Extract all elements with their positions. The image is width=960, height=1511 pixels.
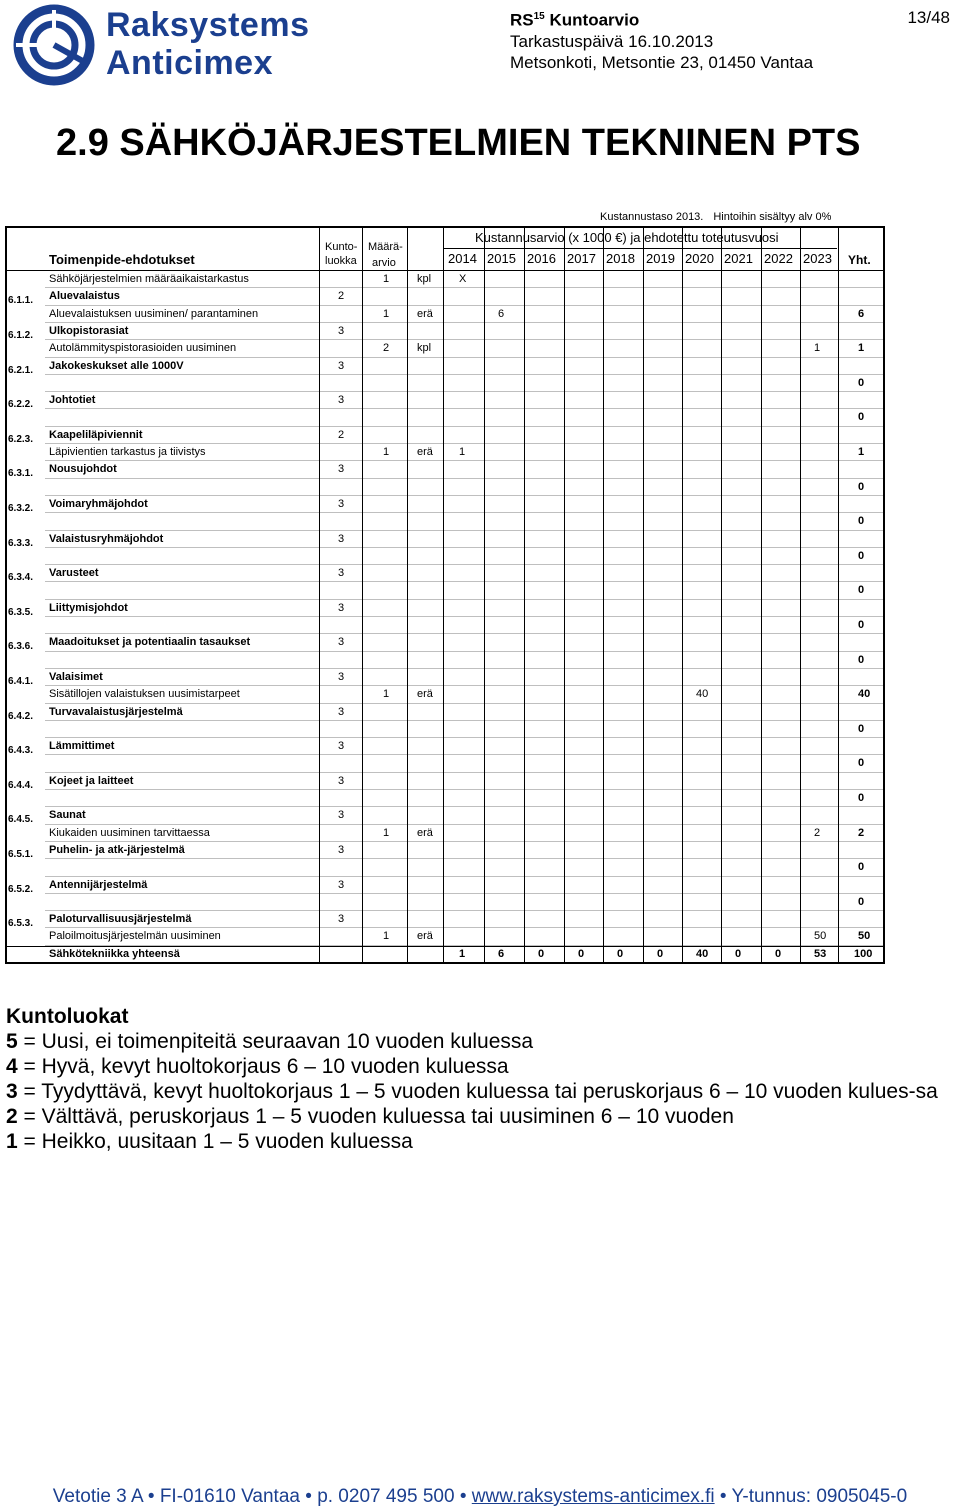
- row-divider: [45, 305, 883, 306]
- row-divider: [45, 789, 883, 790]
- quantity-value: 1: [383, 826, 390, 839]
- quantity-value: 1: [383, 273, 390, 285]
- row-total: 0: [858, 895, 865, 908]
- footer-bullet: •: [719, 1486, 727, 1507]
- year-cost: 2: [814, 826, 821, 839]
- col-condition-header: Kunto-: [325, 241, 358, 253]
- report-name: Kuntoarvio: [549, 10, 640, 30]
- quantity-unit: erä: [417, 688, 433, 701]
- quantity-value: 1: [383, 446, 390, 458]
- row-divider: [45, 391, 883, 392]
- legend-item: [6, 1079, 956, 1104]
- quantity-value: 1: [383, 307, 390, 320]
- quantity-value: 1: [383, 688, 390, 701]
- year-header: 2022: [764, 251, 793, 266]
- totals-year: 0: [578, 947, 585, 960]
- footer-address: Vetotie 3 A: [52, 1486, 143, 1507]
- col-total-header: Yht.: [848, 253, 871, 267]
- row-divider: [45, 443, 883, 444]
- section-code: 6.4.5.: [8, 814, 34, 826]
- condition-class: 3: [338, 601, 345, 614]
- row-divider: [45, 858, 883, 859]
- col-condition-header: luokka: [325, 255, 357, 267]
- legend-num: 5: [6, 1030, 18, 1053]
- row-divider: [45, 737, 883, 738]
- quantity-value: 1: [383, 930, 390, 943]
- property-address: Metsonkoti, Metsontie 23, 01450 Vantaa: [510, 52, 814, 72]
- row-divider: [45, 374, 883, 375]
- page-number: 13/48: [907, 8, 950, 27]
- legend-num: 2: [6, 1105, 18, 1128]
- col-quantity-header: Määrä-: [368, 241, 403, 253]
- row-divider: [45, 668, 883, 669]
- row-divider: [45, 287, 883, 288]
- row-divider: [45, 910, 883, 911]
- row-divider: [45, 495, 883, 496]
- section-code: 6.4.4.: [8, 779, 34, 791]
- action-text: Paloilmoitusjärjestelmän uusiminen: [49, 930, 221, 943]
- row-total: 0: [858, 411, 865, 424]
- condition-class: 3: [338, 324, 345, 337]
- condition-legend: [6, 1004, 956, 1154]
- section-title: Kojeet ja laitteet: [49, 774, 134, 787]
- section-code: 6.3.2.: [8, 502, 34, 514]
- row-divider: [45, 720, 883, 721]
- quantity-unit: erä: [417, 446, 433, 458]
- row-divider: [45, 616, 883, 617]
- footer-website-link[interactable]: www.raksystems-anticimex.fi: [471, 1486, 715, 1507]
- column-divider: [319, 228, 320, 962]
- section-code: 6.2.2.: [8, 399, 34, 411]
- totals-sum: 100: [854, 947, 873, 960]
- section-title: Nousujohdot: [49, 463, 117, 476]
- footer-ytunnus: Y-tunnus: 0905045-0: [731, 1486, 908, 1507]
- footer-bullet: •: [147, 1486, 155, 1507]
- condition-class: 3: [338, 532, 345, 545]
- cost-note: [600, 211, 841, 223]
- action-text: Sähköjärjestelmien määräaikaistarkastus: [49, 273, 249, 285]
- column-divider: [643, 228, 644, 962]
- condition-class: 3: [338, 809, 345, 822]
- column-divider: [603, 228, 604, 962]
- section-code: 6.1.1.: [8, 295, 34, 307]
- section-code: 6.2.3.: [8, 433, 34, 445]
- section-title: Lämmittimet: [49, 740, 115, 753]
- company-logo: [8, 4, 308, 86]
- row-divider: [45, 685, 883, 686]
- row-divider: [45, 547, 883, 548]
- report-header: [510, 6, 813, 73]
- legend-text: = Uusi, ei toimenpiteitä seuraavan 10 vuoden kuluessa: [17, 1030, 534, 1053]
- page-title: 2.9 SÄHKÖJÄRJESTELMIEN TEKNINEN PTS: [56, 122, 861, 164]
- condition-class: 3: [338, 497, 345, 510]
- section-code: 6.2.1.: [8, 364, 34, 376]
- row-divider: [45, 599, 883, 600]
- section-title: Paloturvallisuusjärjestelmä: [49, 913, 192, 926]
- row-total: 0: [858, 722, 865, 735]
- row-total: 0: [858, 515, 865, 528]
- condition-class: 3: [338, 774, 345, 787]
- logo-emblem-icon: [8, 4, 102, 86]
- section-title: Kaapeliläpiviennit: [49, 428, 143, 441]
- year-cost: 40: [696, 688, 709, 701]
- condition-class: 3: [338, 913, 345, 926]
- section-title: Antennijärjestelmä: [49, 878, 148, 891]
- section-title: Valaisimet: [49, 670, 103, 683]
- footer-bullet: •: [459, 1486, 467, 1507]
- section-title: Liittymisjohdot: [49, 601, 128, 614]
- row-divider: [45, 754, 883, 755]
- year-cost: 50: [814, 930, 827, 943]
- row-divider: [45, 703, 883, 704]
- section-title: Puhelin- ja atk-järjestelmä: [49, 843, 185, 856]
- quantity-unit: erä: [417, 930, 433, 943]
- action-text: Autolämmityspistorasioiden uusiminen: [49, 342, 237, 355]
- footer-bullet: •: [305, 1486, 312, 1507]
- legend-item: [6, 1129, 956, 1154]
- legend-text: = Tyydyttävä, kevyt huoltokorjaus 1 – 5 vuoden kuluessa tai peruskorjaus 6 – 10 vuoden kulues-sa: [17, 1080, 938, 1103]
- condition-class: 3: [338, 359, 345, 372]
- year-header: 2016: [527, 251, 556, 266]
- section-title: Voimaryhmäjohdot: [49, 497, 148, 510]
- year-cost: X: [459, 273, 467, 285]
- brand-line-1: Raksystems: [106, 6, 310, 44]
- action-text: Aluevalaistuksen uusiminen/ parantaminen: [49, 307, 259, 320]
- row-divider: [45, 357, 883, 358]
- row-divider: [45, 581, 883, 582]
- row-total: 0: [858, 653, 865, 666]
- row-total: 0: [858, 757, 865, 770]
- legend-num: 3: [6, 1080, 18, 1103]
- year-cost: 1: [459, 446, 466, 458]
- column-divider: [362, 228, 363, 962]
- row-divider: [45, 530, 883, 531]
- row-total: 1: [858, 342, 865, 355]
- section-title: Ulkopistorasiat: [49, 324, 129, 337]
- col-quantity-header: arvio: [372, 257, 396, 269]
- section-code: 6.3.6.: [8, 641, 34, 653]
- section-code: 6.3.3.: [8, 537, 34, 549]
- row-total: 0: [858, 584, 865, 597]
- row-total: 6: [858, 307, 865, 320]
- legend-item: [6, 1029, 956, 1054]
- row-divider: [45, 339, 883, 340]
- legend-text: = Välttävä, peruskorjaus 1 – 5 vuoden kuluessa tai uusiminen 6 – 10 vuoden: [17, 1105, 734, 1128]
- totals-year: 0: [657, 947, 664, 960]
- totals-year: 53: [814, 947, 827, 960]
- pts-table: [5, 226, 885, 964]
- row-divider: [45, 322, 883, 323]
- section-code: 6.4.3.: [8, 745, 34, 757]
- legend-item: [6, 1104, 956, 1129]
- col-actions-header: Toimenpide-ehdotukset: [49, 252, 195, 267]
- legend-text: = Heikko, uusitaan 1 – 5 vuoden kuluessa: [17, 1130, 413, 1153]
- section-title: Maadoitukset ja potentiaalin tasaukset: [49, 636, 251, 649]
- report-title: [510, 6, 813, 31]
- section-title: Varusteet: [49, 567, 99, 580]
- header-divider: [443, 248, 837, 249]
- column-divider: [800, 228, 801, 962]
- condition-class: 3: [338, 567, 345, 580]
- totals-year: 0: [617, 947, 624, 960]
- section-title: Jakokeskukset alle 1000V: [49, 359, 184, 372]
- column-divider: [443, 228, 444, 962]
- quantity-unit: erä: [417, 307, 433, 320]
- section-code: 6.3.5.: [8, 606, 34, 618]
- row-divider: [45, 478, 883, 479]
- section-title: Saunat: [49, 809, 86, 822]
- page-footer: [0, 1486, 960, 1508]
- row-divider: [45, 806, 883, 807]
- totals-year: 0: [735, 947, 742, 960]
- row-total: 0: [858, 619, 865, 631]
- row-divider: [45, 408, 883, 409]
- column-divider: [484, 228, 485, 962]
- year-header: 2018: [606, 251, 635, 266]
- totals-year: 1: [459, 947, 466, 960]
- vat-note: Hintoihin sisältyy alv 0%: [713, 211, 832, 223]
- condition-class: 3: [338, 636, 345, 649]
- year-header: 2021: [724, 251, 753, 266]
- year-header: 2019: [646, 251, 675, 266]
- condition-class: 3: [338, 740, 345, 753]
- row-divider: [45, 927, 883, 928]
- totals-divider: [7, 946, 883, 947]
- action-text: Läpivientien tarkastus ja tiivistys: [49, 446, 206, 458]
- section-code: 6.5.1.: [8, 848, 34, 860]
- section-code: 6.5.3.: [8, 918, 34, 930]
- column-divider: [524, 228, 525, 962]
- section-code: 6.3.1.: [8, 468, 34, 480]
- condition-class: 3: [338, 843, 345, 856]
- inspection-date: Tarkastuspäivä 16.10.2013: [510, 31, 714, 51]
- quantity-value: 2: [383, 342, 390, 355]
- row-divider: [45, 564, 883, 565]
- condition-class: 2: [338, 290, 345, 303]
- row-total: 2: [858, 826, 865, 839]
- column-divider: [564, 228, 565, 962]
- legend-num: 1: [6, 1130, 18, 1153]
- row-total: 0: [858, 792, 865, 804]
- column-divider: [682, 228, 683, 962]
- brand-line-2: Anticimex: [106, 44, 273, 82]
- totals-year: 6: [498, 947, 505, 960]
- year-cost: 1: [814, 342, 821, 355]
- year-cost: 6: [498, 307, 505, 320]
- year-header: 2023: [803, 251, 832, 266]
- legend-text: = Hyvä, kevyt huoltokorjaus 6 – 10 vuoden kuluessa: [17, 1055, 509, 1078]
- row-total: 0: [858, 549, 865, 562]
- header-divider: [7, 270, 883, 271]
- condition-class: 2: [338, 428, 345, 441]
- column-divider: [838, 228, 839, 962]
- column-divider: [407, 228, 408, 962]
- legend-item: [6, 1054, 956, 1079]
- section-title: Aluevalaistus: [49, 290, 120, 303]
- row-total: 50: [858, 930, 871, 943]
- row-divider: [45, 893, 883, 894]
- condition-class: 3: [338, 705, 345, 718]
- row-total: 1: [858, 446, 865, 458]
- row-divider: [45, 512, 883, 513]
- section-title: Johtotiet: [49, 394, 96, 407]
- row-divider: [45, 824, 883, 825]
- section-title: Turvavalaistusjärjestelmä: [49, 705, 183, 718]
- year-header: 2015: [487, 251, 516, 266]
- action-text: Sisätillojen valaistuksen uusimistarpeet: [49, 688, 240, 701]
- section-code: 6.5.2.: [8, 883, 34, 895]
- condition-class: 3: [338, 394, 345, 407]
- footer-phone: p. 0207 495 500: [317, 1486, 455, 1507]
- report-sup: 15: [533, 11, 545, 22]
- condition-class: 3: [338, 878, 345, 891]
- totals-year: 40: [696, 947, 709, 960]
- row-total: 0: [858, 480, 865, 493]
- action-text: Kiukaiden uusiminen tarvittaessa: [49, 826, 210, 839]
- legend-title: Kuntoluokat: [6, 1005, 129, 1028]
- column-divider: [721, 228, 722, 962]
- section-code: 6.4.1.: [8, 675, 34, 687]
- row-divider: [45, 772, 883, 773]
- footer-city: FI-01610 Vantaa: [159, 1486, 300, 1507]
- section-code: 6.4.2.: [8, 710, 34, 722]
- cost-level: Kustannustaso 2013.: [600, 211, 704, 223]
- year-header: 2017: [567, 251, 596, 266]
- quantity-unit: kpl: [417, 273, 432, 285]
- section-code: 6.1.2.: [8, 329, 34, 341]
- quantity-unit: kpl: [417, 342, 432, 355]
- row-total: 40: [858, 688, 871, 701]
- cost-group-header: Kustannusarvio (x 1000 €) ja ehdotettu toteutusvuosi: [475, 230, 779, 245]
- totals-label: Sähkötekniikka yhteensä: [49, 947, 180, 960]
- row-divider: [45, 633, 883, 634]
- column-divider: [761, 228, 762, 962]
- legend-num: 4: [6, 1055, 18, 1078]
- section-title: Valaistusryhmäjohdot: [49, 532, 164, 545]
- row-total: 0: [858, 861, 865, 874]
- year-header: 2014: [448, 251, 477, 266]
- row-divider: [45, 426, 883, 427]
- row-divider: [45, 460, 883, 461]
- totals-year: 0: [775, 947, 782, 960]
- row-total: 0: [858, 376, 865, 389]
- totals-year: 0: [538, 947, 545, 960]
- row-divider: [45, 841, 883, 842]
- quantity-unit: erä: [417, 826, 433, 839]
- row-divider: [45, 651, 883, 652]
- condition-class: 3: [338, 463, 345, 476]
- report-prefix: RS: [510, 10, 534, 30]
- year-header: 2020: [685, 251, 714, 266]
- condition-class: 3: [338, 670, 345, 683]
- row-divider: [45, 876, 883, 877]
- section-code: 6.3.4.: [8, 572, 34, 584]
